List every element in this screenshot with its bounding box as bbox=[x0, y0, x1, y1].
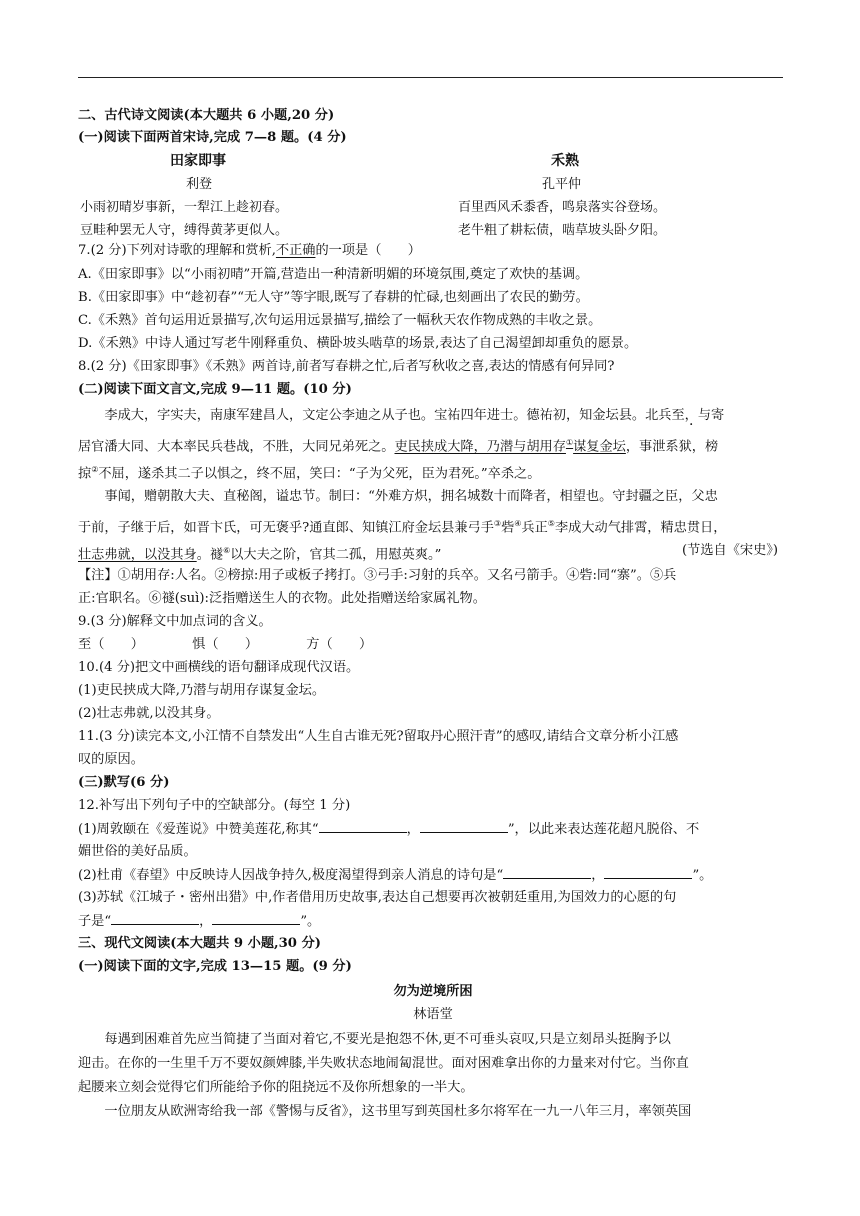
q12-text: ”，以此来表达莲花超凡脱俗、不 bbox=[507, 822, 700, 837]
section-3-header: 三、现代文阅读(本大题共 9 小题,30 分) bbox=[78, 936, 321, 951]
notes-line-2: 正:官职名。⑥禭(suì):泛指赠送生人的衣物。此处指赠送给家属礼物。 bbox=[78, 591, 486, 606]
q12-blank-5[interactable] bbox=[111, 911, 199, 925]
poem-1-title: 田家即事 bbox=[170, 153, 226, 169]
underlined-sentence-2: 壮志弗就，以没其身 bbox=[78, 547, 197, 563]
question-11-line-1: 11.(3 分)读完本文,小江情不自禁发出“人生自古谁无死?留取丹心照汗青”的感叹,请结合文章分析小江感 bbox=[78, 729, 679, 744]
passage-text: 居官潘大同、大本率民兵巷战，不胜，大同兄弟死之。 bbox=[78, 439, 395, 455]
question-12: 12.补写出下列句子中的空缺部分。(每空 1 分) bbox=[78, 798, 351, 813]
passage-source: (节选自《宋史》) bbox=[681, 543, 778, 558]
poem-2-author: 孔平仲 bbox=[542, 177, 582, 192]
passage-text: ，事泄系狱，榜 bbox=[625, 439, 719, 455]
dotted-word-zhi: 至 bbox=[671, 408, 685, 423]
q7-emphasis: 不正确 bbox=[275, 243, 316, 258]
passage-p1-line-1 bbox=[78, 406, 788, 426]
essay-p1-line-3: 起腰来立刻会觉得它们所能给予你的阻挠远不及你所想象的一半大。 bbox=[78, 1080, 474, 1095]
footnote-mark-5: ⑤ bbox=[547, 519, 555, 528]
underlined-sentence-1-end: 谋复金坛 bbox=[573, 439, 626, 455]
q12-text: ， bbox=[406, 822, 420, 837]
passage-text: 不屈，遂杀其二子以惧之，终不屈，笑曰：“子为父死，臣为君死。”卒杀之。 bbox=[98, 466, 541, 482]
q12-blank-3[interactable] bbox=[503, 865, 591, 879]
q12-blank-6[interactable] bbox=[212, 911, 300, 925]
q12-item-3-line-1: (3)苏轼《江城子・密州出猎》中,作者借用历史故事,表达自己想要再次被朝廷重用,为国效力的心愿的句 bbox=[78, 890, 677, 905]
q12-item-1-line-2: 媚世俗的美好品质。 bbox=[78, 844, 197, 859]
poem-1-author: 利登 bbox=[186, 177, 213, 192]
passage-text: 掠 bbox=[78, 466, 92, 482]
q12-blank-4[interactable] bbox=[604, 865, 692, 879]
essay-author: 林语堂 bbox=[413, 1007, 453, 1022]
footnote-mark-4: ④ bbox=[514, 519, 522, 528]
q9-word-2: 惧 bbox=[192, 637, 206, 652]
essay-p1-line-1: 每遇到困难首先应当简捷了当面对着它,不要光是抱怨不休,更不可垂头哀叹,只是立刻昂头挺胸予以 bbox=[104, 1032, 671, 1047]
passage-text: 砦 bbox=[501, 520, 515, 536]
essay-title: 勿为逆境所困 bbox=[393, 984, 473, 999]
q12-text: ”。 bbox=[692, 868, 713, 883]
question-10: 10.(4 分)把文中画横线的语句翻译成现代汉语。 bbox=[78, 660, 360, 675]
part-1-header: (一)阅读下面两首宋诗,完成 7—8 题。(4 分) bbox=[78, 130, 347, 145]
q7-text-pre: 7.(2 分)下列对诗歌的理解和赏析, bbox=[78, 243, 276, 258]
part-3-header: (三)默写(6 分) bbox=[78, 775, 170, 790]
essay-p2-line-1: 一位朋友从欧洲寄给我一部《警惕与反省》，这书里写到英国杜多尔将军在一九一八年三月，率领英国 bbox=[104, 1104, 692, 1119]
underlined-sentence-1: 吏民挟成大降，乃潜与胡用存 bbox=[394, 439, 566, 455]
passage-p2-line-1: 事闻，赠朝散大夫、直秘阁，谥忠节。制曰：“外难方炽，拥名城数十而降者，相望也。守封疆之臣，父忠 bbox=[104, 489, 718, 504]
q12-item-2 bbox=[78, 865, 788, 886]
q12-text: (2)杜甫《春望》中反映诗人因战争持久,极度渴望得到亲人消息的诗句是“ bbox=[78, 868, 504, 883]
passage-p1-line-3 bbox=[78, 460, 788, 484]
passage-text: 兵正 bbox=[521, 520, 548, 536]
q12-blank-2[interactable] bbox=[420, 819, 508, 833]
passage-text: ，与寄 bbox=[684, 408, 725, 423]
q9-word-1: 至 bbox=[78, 637, 92, 652]
poem-2-line-1: 百里西风禾黍香，鸣泉落实谷登场。 bbox=[458, 200, 667, 215]
essay-p1-line-2: 迎击。在你的一生里千万不要奴颜婢膝,半失败状态地闹匐混世。面对困难拿出你的力量来对付它。当你直 bbox=[78, 1056, 689, 1071]
footnote-mark-2: ② bbox=[91, 465, 99, 474]
passage-p2-line-2 bbox=[78, 514, 788, 538]
q9-answer-3[interactable]: （ ） bbox=[319, 637, 373, 652]
q9-answer-2[interactable]: （ ） bbox=[205, 637, 259, 652]
poem-1-line-2: 豆畦种罢无人守，缚得黄茅更似人。 bbox=[80, 223, 289, 238]
q12-item-1-line-1 bbox=[78, 819, 788, 840]
poem-2-title: 禾熟 bbox=[551, 153, 579, 169]
passage-text: 于前，子继于后，如晋卞氏，可无褒乎?通直郎、知镇江府金坛县兼弓手 bbox=[78, 520, 494, 536]
q7-option-b: B.《田家即事》中“趁初春”“无人守”等字眼,既写了春耕的忙碌,也刻画出了农民的勤劳。 bbox=[78, 290, 589, 305]
q12-blank-1[interactable] bbox=[319, 819, 407, 833]
question-8: 8.(2 分)《田家即事》《禾熟》两首诗,前者写春耕之忙,后者写秋收之喜,表达的情感有何异同? bbox=[78, 359, 615, 374]
q12-text: ”。 bbox=[300, 914, 321, 929]
q12-text: ， bbox=[591, 868, 605, 883]
q12-item-3-line-2 bbox=[78, 911, 788, 932]
question-9: 9.(3 分)解释文中加点词的含义。 bbox=[78, 614, 272, 629]
q7-text-post: 的一项是（ ） bbox=[315, 243, 421, 258]
q9-word-3: 方 bbox=[306, 637, 320, 652]
section-3-part-1-header: (一)阅读下面的文字,完成 13—15 题。(9 分) bbox=[78, 959, 352, 974]
q12-text: 子是“ bbox=[78, 914, 112, 929]
q12-text: (1)周敦颐在《爱莲说》中赞美莲花,称其“ bbox=[78, 822, 319, 837]
poem-1-line-1: 小雨初晴岁事新，一犁江上趁初春。 bbox=[80, 200, 289, 215]
top-rule bbox=[78, 77, 783, 78]
section-2-header: 二、古代诗文阅读(本大题共 6 小题,20 分) bbox=[78, 108, 335, 123]
q7-option-a: A.《田家即事》以“小雨初晴”开篇,营造出一种清新明媚的环境氛围,奠定了欢快的基调。 bbox=[78, 267, 589, 282]
poem-2-line-2: 老牛粗了耕耘债，啮草坡头卧夕阳。 bbox=[458, 223, 667, 238]
q12-text: ， bbox=[199, 914, 213, 929]
q9-answer-1[interactable]: （ ） bbox=[91, 637, 144, 652]
footnote-mark-3: ③ bbox=[493, 519, 502, 528]
question-7 bbox=[78, 241, 788, 261]
q9-words bbox=[78, 635, 788, 655]
passage-text: 。禭 bbox=[196, 547, 224, 563]
footnote-mark-1: ① bbox=[565, 438, 574, 447]
footnote-mark-6: ⑥ bbox=[223, 546, 231, 555]
q10-item-1: (1)吏民挟成大降,乃潜与胡用存谋复金坛。 bbox=[78, 683, 326, 698]
passage-p1-line-2 bbox=[78, 433, 788, 457]
notes-line-1: 【注】①胡用存:人名。②榜掠:用子或板子拷打。③弓手:习射的兵卒。又名弓箭手。④砦:同“寨”。⑤兵 bbox=[78, 568, 677, 583]
passage-p2-line-3 bbox=[78, 541, 788, 565]
question-11-line-2: 叹的原因。 bbox=[78, 752, 144, 767]
q7-option-d: D.《禾熟》中诗人通过写老牛刚释重负、横卧坡头啮草的场景,表达了自己渴望卸却重负的愿景。 bbox=[78, 336, 638, 351]
passage-text: 以大夫之阶，官其二孤，用慰英爽。” bbox=[230, 547, 442, 563]
part-2-header: (二)阅读下面文言文,完成 9—11 题。(10 分) bbox=[78, 382, 352, 397]
passage-text: 李成大，字实夫，南康军建昌人，文定公李迪之从子也。宝祐四年进士。德祐初，知金坛县。北兵 bbox=[104, 408, 672, 423]
q10-item-2: (2)壮志弗就,以没其身。 bbox=[78, 706, 220, 721]
q7-option-c: C.《禾熟》首句运用近景描写,次句运用远景描写,描绘了一幅秋天农作物成熟的丰收之景。 bbox=[78, 313, 602, 328]
passage-text: 李成大动气排霄，精忠贯日， bbox=[554, 520, 727, 536]
